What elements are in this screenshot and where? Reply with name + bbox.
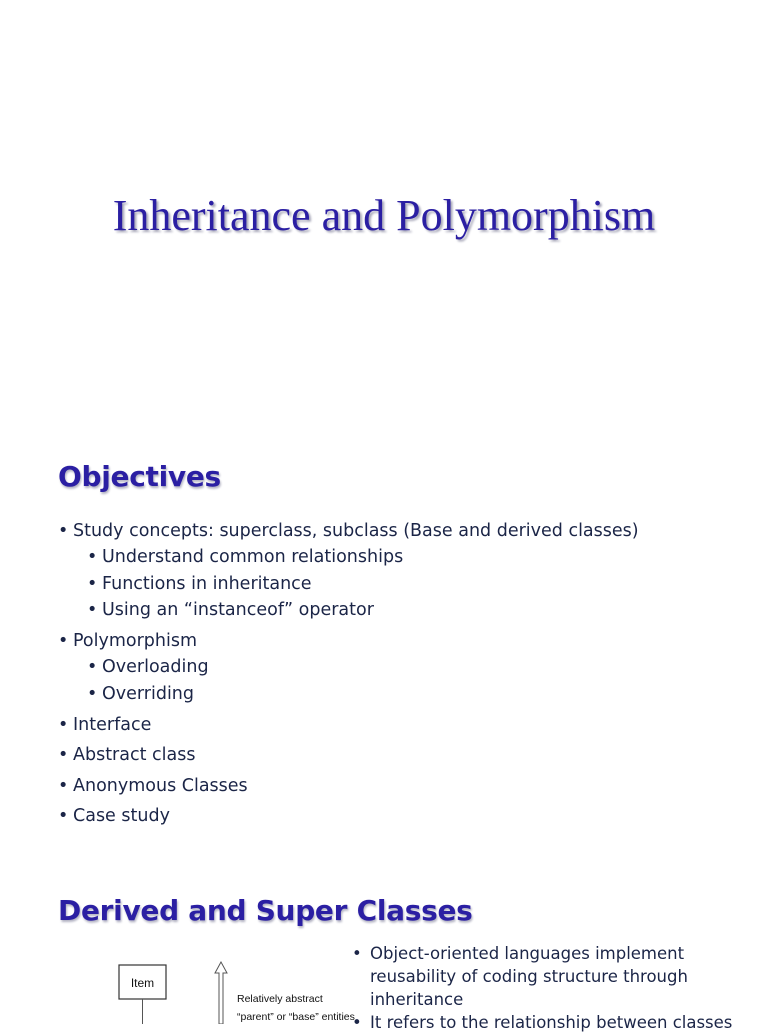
objective-item-polymorphism xyxy=(58,628,639,707)
objective-item-label: Polymorphism xyxy=(73,631,198,651)
derived-bullet: • Object-oriented languages implement reusability of coding structure through inheritance xyxy=(352,942,742,1011)
class-hierarchy-diagram xyxy=(100,956,360,1024)
objective-sublist xyxy=(73,544,639,624)
objective-item-interface: • Interface xyxy=(58,712,639,738)
title-slide xyxy=(0,0,768,432)
derived-classes-slide xyxy=(0,864,768,1032)
objectives-list xyxy=(58,518,639,829)
derived-bullet: • It refers to the relationship between classes xyxy=(352,1011,742,1034)
derived-heading: Derived and Super Classes xyxy=(58,894,473,927)
derived-bullet-list xyxy=(352,942,742,1034)
abstraction-note-line1: Relatively abstract xyxy=(237,993,323,1005)
objective-item-label: Study concepts: superclass, subclass (Base and derived classes) xyxy=(73,521,639,541)
objective-item-abstract-class: • Abstract class xyxy=(58,742,639,768)
objective-subitem: • Using an “instanceof” operator xyxy=(73,597,639,624)
presentation-title: Inheritance and Polymorphism xyxy=(112,191,656,240)
objective-item-case-study: • Case study xyxy=(58,803,639,829)
objective-sublist xyxy=(73,654,639,707)
objectives-heading: Objectives xyxy=(58,460,221,493)
objective-subitem: • Understand common relationships xyxy=(73,544,639,571)
abstraction-arrow-icon xyxy=(215,962,227,1024)
item-class-label: Item xyxy=(130,976,155,990)
objective-item-anonymous-classes: • Anonymous Classes xyxy=(58,773,639,799)
objective-subitem: • Overloading xyxy=(73,654,639,681)
objectives-slide xyxy=(0,432,768,864)
objective-subitem: • Overriding xyxy=(73,681,639,708)
objective-item-concepts xyxy=(58,518,639,624)
abstraction-note-line2: “parent” or “base” entities xyxy=(237,1011,355,1023)
objective-subitem: • Functions in inheritance xyxy=(73,571,639,598)
